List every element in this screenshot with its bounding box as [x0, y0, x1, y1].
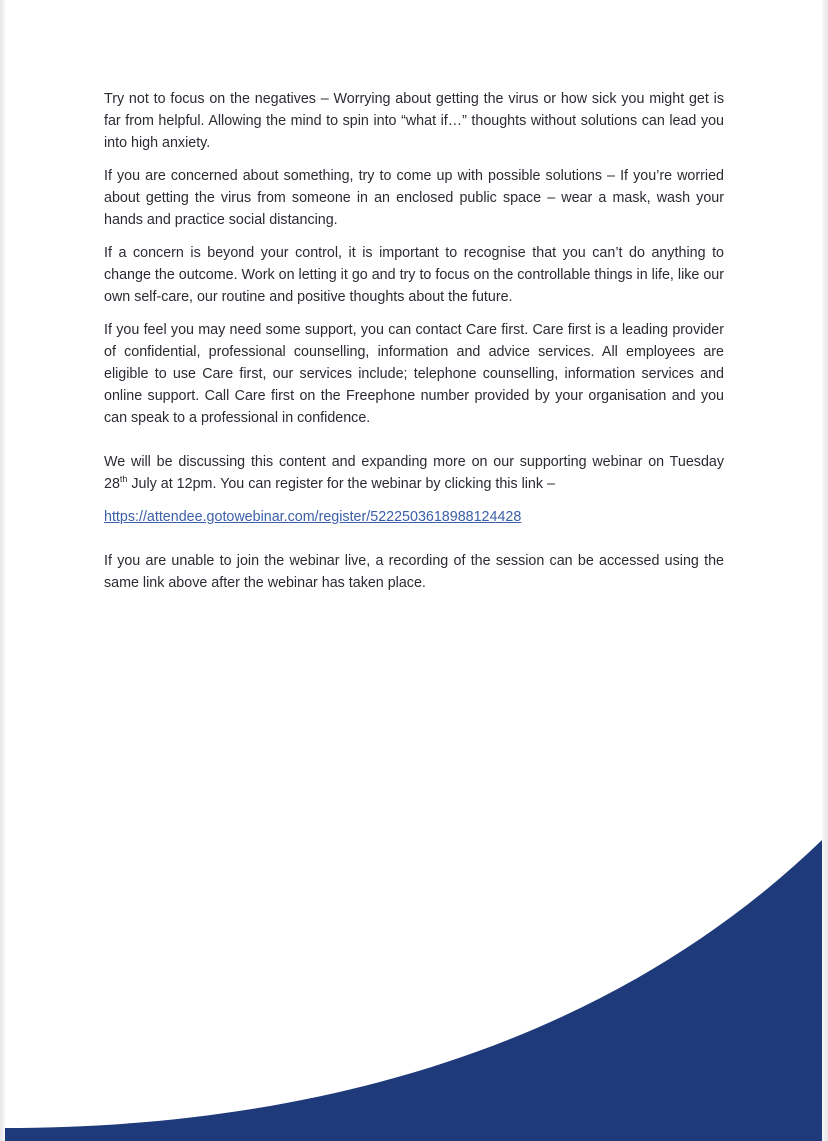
ordinal-suffix: th [119, 474, 128, 485]
paragraph-support: If you feel you may need some support, you can contact Care first. Care first is a leading provider of confidential, professional counselling, information and advice services. All employees are eligible to use Care first, our services include; telephone counselling, information services and online support. Call Care first on the Freephone number provided by your organisation and you can speak to a professional in confidence. [104, 322, 724, 426]
document-body [104, 88, 724, 605]
webinar-text-end: July at 12pm. You can register for the webinar by clicking this link – [127, 476, 555, 492]
paragraph-webinar [104, 451, 724, 495]
document-page [5, 0, 822, 1141]
page-right-edge [822, 0, 828, 1141]
webinar-text-start: We will be discussing this content and expanding more on our supporting webinar on Tuesday 28 [104, 454, 724, 492]
webinar-register-link[interactable]: https://attendee.gotowebinar.com/register/5222503618988124428 [104, 509, 522, 525]
paragraph-control: If a concern is beyond your control, it is important to recognise that you can’t do anything to change the outcome. Work on letting it go and try to focus on the controllable things in life, like our own self-care, our routine and positive thoughts about the future. [104, 245, 724, 305]
paragraph-solutions: If you are concerned about something, try to come up with possible solutions – If you’re worried about getting the virus from someone in an enclosed public space – wear a mask, wash your hands and practice social distancing. [104, 168, 724, 228]
paragraph-link [104, 506, 724, 528]
paragraph-recording: If you are unable to join the webinar live, a recording of the session can be accessed using the same link above after the webinar has taken place. [104, 553, 724, 591]
paragraph-negatives: Try not to focus on the negatives – Worrying about getting the virus or how sick you might get is far from helpful. Allowing the mind to spin into “what if…” thoughts without solutions can lead you into high anxiety. [104, 91, 724, 151]
